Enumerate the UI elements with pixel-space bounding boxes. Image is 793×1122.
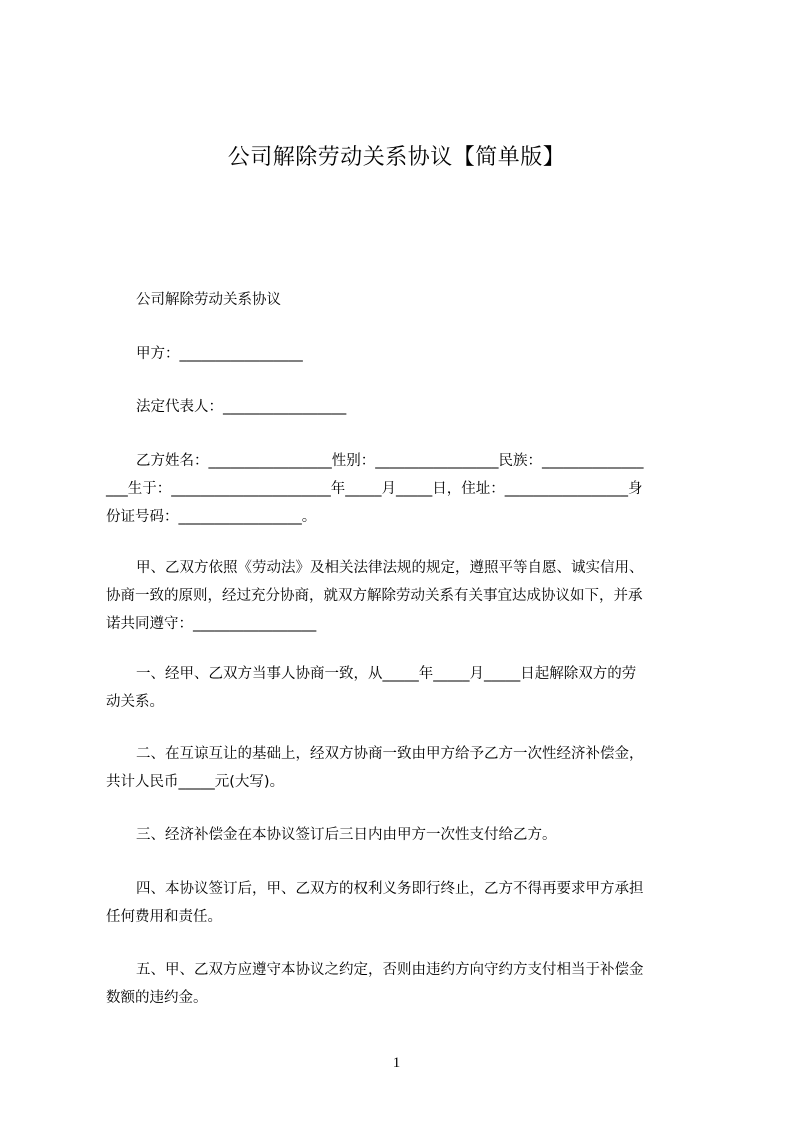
clause-3-line-1: 三、经济补偿金在本协议签订后三日内由甲方一次性支付给乙方。 <box>136 827 557 843</box>
clause-5-line-2: 数额的违约金。 <box>106 990 208 1006</box>
party-b-line-3: 份证号码：_________________。 <box>106 509 317 525</box>
clause-2-paragraph <box>106 740 704 796</box>
clause-4-paragraph <box>106 875 704 931</box>
party-a-line: 甲方：_________________ <box>136 346 303 362</box>
heading-line: 公司解除劳动关系协议 <box>136 292 281 308</box>
page-number: 1 <box>392 1055 401 1071</box>
preamble-line-2: 协商一致的原则，经过充分协商，就双方解除劳动关系有关事宜达成协议如下，并承 <box>106 588 643 604</box>
clause-4-line-1: 四、本协议签订后，甲、乙双方的权利义务即行终止，乙方不得再要求甲方承担 <box>136 881 644 897</box>
party-b-line-2: ___生于：______________________年_____月_____日，住址：_________________身 <box>106 481 643 497</box>
preamble-line-3: 诺共同遵守：_________________ <box>106 616 317 632</box>
party-a-paragraph <box>106 340 704 368</box>
document-title: 公司解除劳动关系协议【简单版】 <box>227 145 566 170</box>
party-b-line-1: 乙方姓名：_________________性别：_________________民族：______________ <box>136 453 644 469</box>
clause-5-paragraph <box>106 956 704 1012</box>
preamble-paragraph <box>106 554 704 638</box>
clause-1-line-1: 一、经甲、乙双方当事人协商一致，从_____年_____月_____日起解除双方的劳 <box>136 666 637 682</box>
party-b-paragraph <box>106 447 704 531</box>
clause-2-line-1: 二、在互谅互让的基础上，经双方协商一致由甲方给予乙方一次性经济补偿金， <box>136 746 644 762</box>
clause-2-line-2: 共计人民币_____元(大写)。 <box>106 774 285 790</box>
agreement-heading <box>106 286 704 314</box>
clause-3-paragraph <box>106 821 704 849</box>
clause-1-paragraph <box>106 660 704 716</box>
preamble-line-1: 甲、乙双方依照《劳动法》及相关法律法规的规定，遵照平等自愿、诚实信用、 <box>136 560 644 576</box>
legal-rep-paragraph <box>106 393 704 421</box>
clause-4-line-2: 任何费用和责任。 <box>106 909 222 925</box>
clause-5-line-1: 五、甲、乙双方应遵守本协议之约定，否则由违约方向守约方支付相当于补偿金 <box>136 962 644 978</box>
clause-1-line-2: 动关系。 <box>106 694 164 710</box>
legal-rep-line: 法定代表人：_________________ <box>136 399 347 415</box>
